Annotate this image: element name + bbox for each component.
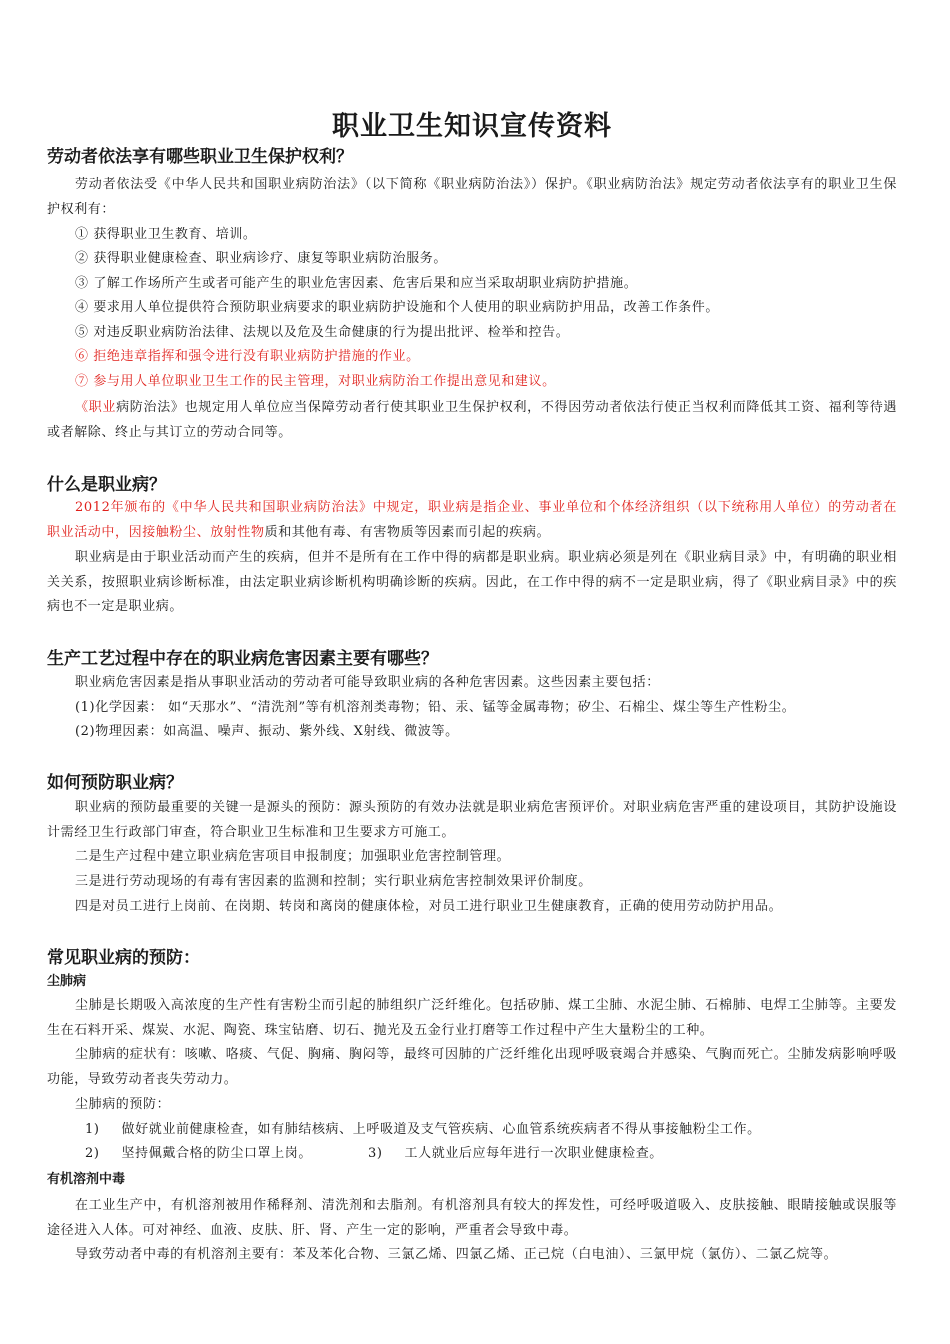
rights-item-2: ② 获得职业健康检查、职业病诊疗、康复等职业病防治服务。 — [75, 251, 447, 266]
prevention-paragraph-4: 四是对员工进行上岗前、在岗期、转岗和离岗的健康体检，对员工进行职业卫生健康教育，正确的使用劳动防护用品。 — [75, 899, 783, 914]
prevention-paragraph-3: 三是进行劳动现场的有毒有害因素的监测和控制；实行职业病危害控制效果评价制度。 — [75, 874, 592, 889]
definition-paragraph-2: 职业病是由于职业活动而产生的疾病，但并不是所有在工作中得的病都是职业病。职业病必须是列在《职业病目录》中，有明确的职业相关关系，按照职业病诊断标准，由法定职业病诊断机构明确诊断的疾病。因此，在工作中得的病不一定是职业病，得了《职业病目录》中的疾病也不一定是职业病。 — [47, 550, 897, 614]
hazards-intro: 职业病危害因素是指从事职业活动的劳动者可能导致职业病的各种危害因素。这些因素主要包括： — [75, 675, 660, 690]
pneumo-item-2-text: 坚持佩戴合格的防尘口罩上岗。 — [121, 1146, 312, 1161]
hazards-item-physical: (2)物理因素：如高温、噪声、振动、紫外线、X射线、微波等。 — [75, 724, 459, 739]
rights-closing-red: 《职业 — [75, 400, 117, 415]
rights-item-7: ⑦ 参与用人单位职业卫生工作的民主管理，对职业病防治工作提出意见和建议。 — [75, 374, 556, 389]
subheading-organic-solvent: 有机溶剂中毒 — [47, 1172, 126, 1187]
pneumo-paragraph-3: 尘肺病的预防： — [75, 1097, 171, 1112]
pneumo-item-2-3 — [85, 1142, 907, 1167]
pneumo-item-1 — [85, 1118, 907, 1143]
definition-red-text: 2012年颁布的《中华人民共和国职业病防治法》中规定，职业病是指企业、事业单位和个体经济组织（以下统称用人单位）的劳动者在职业活动中，因接触粉尘、放射性物 — [47, 500, 897, 540]
page-title: 职业卫生知识宣传资料 — [332, 111, 612, 142]
hazards-item-chemical: (1)化学因素： 如“天那水”、“清洗剂”等有机溶剂类毒物；铅、汞、锰等金属毒物；矽尘、石棉尘、煤尘等生产性粉尘。 — [75, 700, 796, 715]
section-heading-prevention: 如何预防职业病？ — [47, 773, 183, 793]
solvent-paragraph-1: 在工业生产中，有机溶剂被用作稀释剂、清洗剂和去脂剂。有机溶剂具有较大的挥发性，可经呼吸道吸入、皮肤接触、眼睛接触或误服等途径进入人体。可对神经、血液、皮肤、肝、肾、产生一定的影响，严重者会导致中毒。 — [47, 1198, 897, 1238]
solvent-paragraph-2: 导致劳动者中毒的有机溶剂主要有：苯及苯化合物、三氯乙烯、四氯乙烯、正己烷（白电油）、三氯甲烷（氯仿）、二氯乙烷等。 — [75, 1247, 838, 1262]
prevention-paragraph-2: 二是生产过程中建立职业病危害项目申报制度；加强职业危害控制管理。 — [75, 849, 511, 864]
definition-paragraph-1 — [47, 496, 897, 545]
rights-closing-text: 病防治法》也规定用人单位应当保障劳动者行使其职业卫生保护权利，不得因劳动者依法行使正当权利而降低其工资、福利等待遇或者解除、终止与其订立的劳动合同等。 — [47, 400, 897, 440]
section-heading-rights: 劳动者依法享有哪些职业卫生保护权利？ — [47, 147, 353, 167]
rights-intro: 劳动者依法受《中华人民共和国职业病防治法》（以下简称《职业病防治法》）保护。《职业病防治法》规定劳动者依法享有的职业卫生保护权利有： — [47, 177, 897, 217]
pneumo-paragraph-1: 尘肺是长期吸入高浓度的生产性有害粉尘而引起的肺组织广泛纤维化。包括矽肺、煤工尘肺、水泥尘肺、石棉肺、电焊工尘肺等。主要发生在石料开采、煤炭、水泥、陶瓷、珠宝钻磨、切石、抛光及五金行业打磨等工作过程中产生大量粉尘的工种。 — [47, 998, 897, 1038]
rights-item-4: ④ 要求用人单位提供符合预防职业病要求的职业病防护设施和个人使用的职业病防护用品，改善工作条件。 — [75, 300, 719, 315]
pneumo-item-1-text: 做好就业前健康检查，如有肺结核病、上呼吸道及支气管疾病、心血管系统疾病者不得从事接触粉尘工作。 — [121, 1122, 761, 1137]
prevention-paragraph-1: 职业病的预防最重要的关键一是源头的预防：源头预防的有效办法就是职业病危害预评价。对职业病危害严重的建设项目，其防护设施设计需经卫生行政部门审查，符合职业卫生标准和卫生要求方可施工。 — [47, 800, 897, 840]
rights-item-6: ⑥ 拒绝违章指挥和强令进行没有职业病防护措施的作业。 — [75, 349, 420, 364]
section-heading-common: 常见职业病的预防： — [47, 948, 200, 968]
definition-black-text: 质和其他有毒、有害物质等因素而引起的疾病。 — [264, 524, 551, 540]
rights-closing — [47, 396, 897, 445]
subheading-pneumoconiosis: 尘肺病 — [47, 974, 87, 989]
rights-item-5: ⑤ 对违反职业病防治法律、法规以及危及生命健康的行为提出批评、检举和控告。 — [75, 325, 570, 340]
section-heading-definition: 什么是职业病？ — [47, 475, 166, 495]
section-heading-hazards: 生产工艺过程中存在的职业病危害因素主要有哪些？ — [47, 649, 438, 669]
pneumo-item-3-text: 工人就业后应每年进行一次职业健康检查。 — [404, 1146, 663, 1161]
pneumo-item-2-number: 2) — [85, 1146, 100, 1161]
pneumo-item-1-number: 1) — [85, 1122, 100, 1137]
pneumo-item-3-number: 3) — [367, 1146, 383, 1161]
rights-item-3: ③ 了解工作场所产生或者可能产生的职业危害因素、危害后果和应当采取胡职业病防护措施。 — [75, 276, 638, 291]
pneumo-paragraph-2: 尘肺病的症状有：咳嗽、咯痰、气促、胸痛、胸闷等，最终可因肺的广泛纤维化出现呼吸衰竭合并感染、气胸而死亡。尘肺发病影响呼吸功能，导致劳动者丧失劳动力。 — [47, 1047, 897, 1087]
rights-item-1: ① 获得职业卫生教育、培训。 — [75, 227, 257, 242]
